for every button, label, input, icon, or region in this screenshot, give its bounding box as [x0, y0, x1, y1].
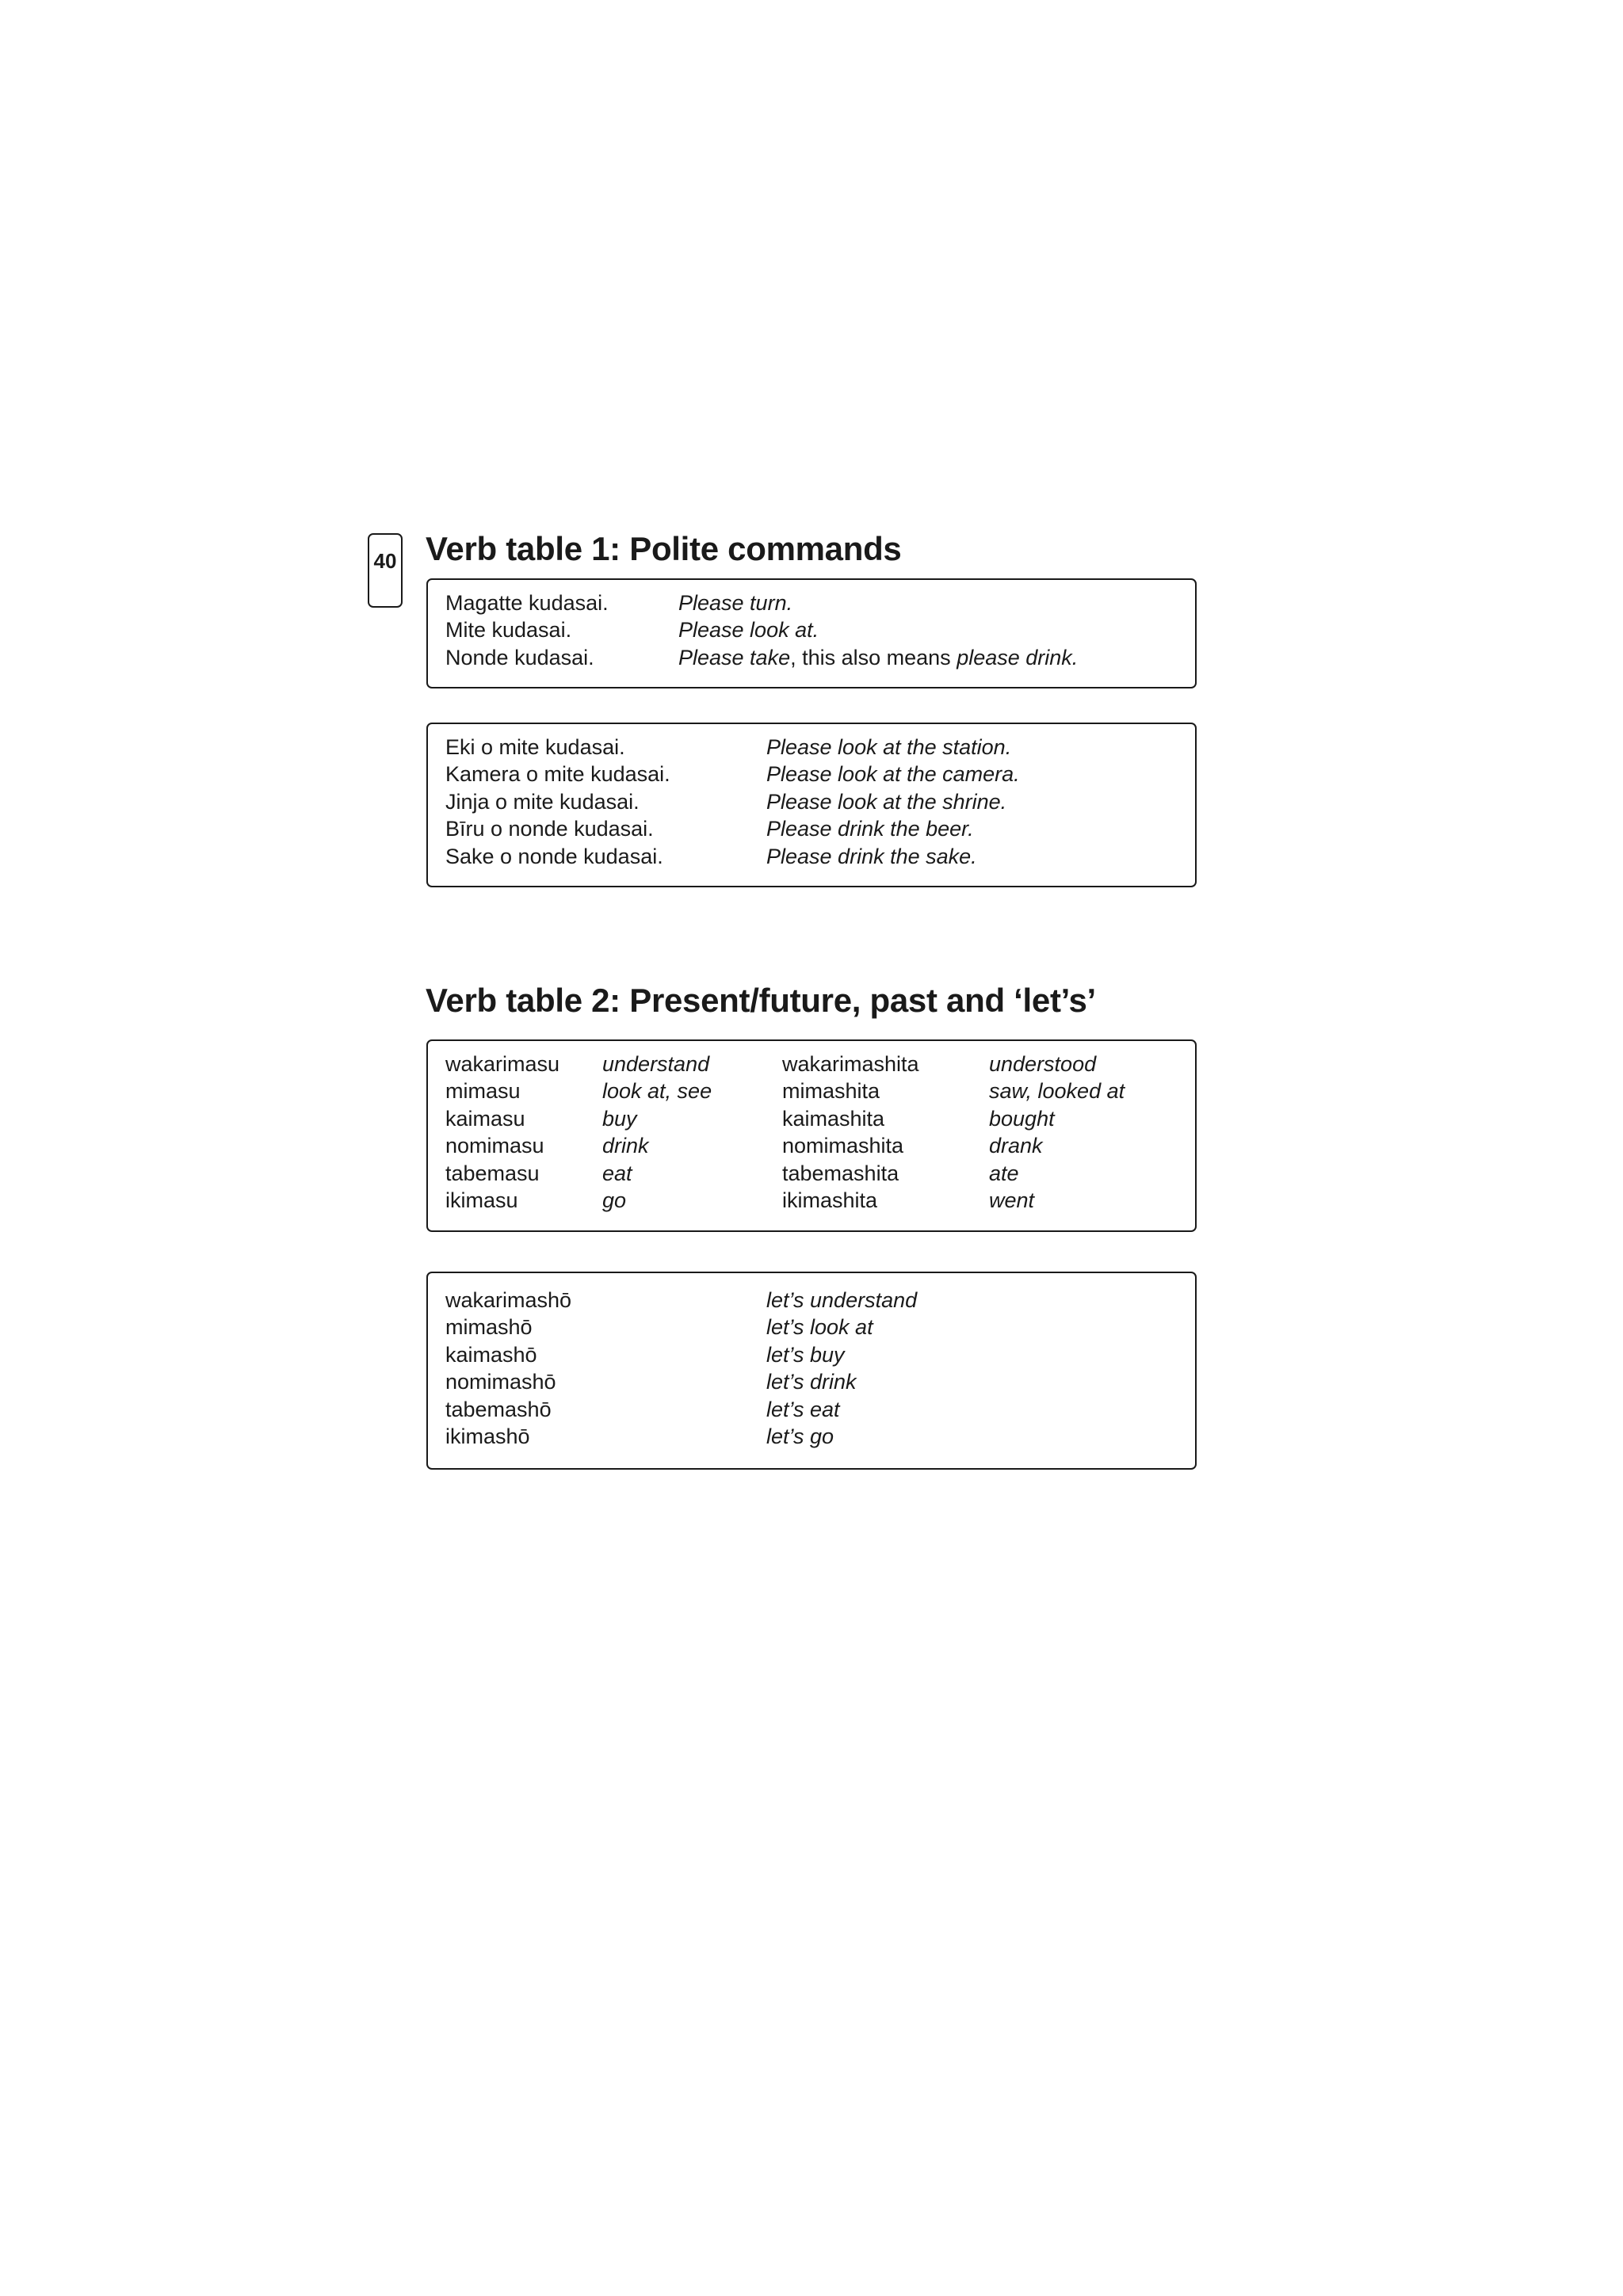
lets-meaning: let’s understand	[766, 1288, 918, 1312]
present-form: wakarimasu	[445, 1052, 560, 1076]
past-meaning: drank	[989, 1134, 1043, 1158]
table-row	[428, 734, 1195, 761]
past-meaning: understood	[989, 1052, 1097, 1076]
english-translation: Please look at the shrine.	[766, 790, 1007, 814]
past-form: wakarimashita	[782, 1052, 919, 1076]
verb-table-2-title: Verb table 2: Present/future, past and ‘let’s’	[426, 982, 1096, 1019]
table-row	[428, 815, 1195, 843]
table-row	[428, 1396, 1195, 1424]
present-meaning: buy	[602, 1107, 637, 1131]
english-translation: Please drink the sake.	[766, 845, 977, 868]
japanese-phrase: Magatte kudasai.	[445, 591, 609, 615]
example-sentences-box	[426, 723, 1197, 887]
past-form: mimashita	[782, 1079, 880, 1103]
table-row	[428, 616, 1195, 644]
table-row	[428, 1187, 1195, 1215]
japanese-phrase: Bīru o nonde kudasai.	[445, 817, 654, 841]
present-form: ikimasu	[445, 1188, 518, 1212]
table-row	[428, 1051, 1195, 1078]
present-meaning: look at, see	[602, 1079, 712, 1103]
table-row	[428, 843, 1195, 871]
table-row	[428, 1341, 1195, 1369]
lets-meaning: let’s drink	[766, 1370, 857, 1394]
lets-meaning: let’s buy	[766, 1343, 845, 1367]
polite-commands-box	[426, 578, 1197, 688]
english-translation: Please look at.	[678, 618, 819, 642]
english-translation-note: , this also means	[790, 646, 957, 669]
lets-meaning: let’s look at	[766, 1315, 873, 1339]
lets-meaning: let’s eat	[766, 1398, 840, 1421]
english-translation: Please turn.	[678, 591, 793, 615]
past-meaning: bought	[989, 1107, 1055, 1131]
table-row	[428, 1368, 1195, 1396]
lets-meaning: let’s go	[766, 1425, 834, 1448]
english-translation: Please look at the station.	[766, 735, 1012, 759]
past-form: tabemashita	[782, 1161, 899, 1185]
table-row	[428, 788, 1195, 816]
table-row	[428, 1423, 1195, 1451]
present-meaning: drink	[602, 1134, 649, 1158]
table-row	[428, 1160, 1195, 1188]
japanese-phrase: Sake o nonde kudasai.	[445, 845, 663, 868]
table-row	[428, 1314, 1195, 1341]
japanese-phrase: Kamera o mite kudasai.	[445, 762, 670, 786]
past-form: nomimashita	[782, 1134, 904, 1158]
japanese-phrase: Nonde kudasai.	[445, 646, 594, 669]
present-meaning: go	[602, 1188, 627, 1212]
present-meaning: eat	[602, 1161, 632, 1185]
page-number: 40	[368, 533, 403, 608]
table-row	[428, 1105, 1195, 1133]
table-row	[428, 1132, 1195, 1160]
present-form: nomimasu	[445, 1134, 544, 1158]
present-form: kaimasu	[445, 1107, 525, 1131]
lets-form: tabemashō	[445, 1398, 552, 1421]
verb-table-1-title: Verb table 1: Polite commands	[426, 530, 902, 567]
english-translation-italic: Please take	[678, 646, 791, 669]
english-translation-italic: please drink.	[957, 646, 1079, 669]
past-form: ikimashita	[782, 1188, 878, 1212]
present-form: tabemasu	[445, 1161, 540, 1185]
table-row	[428, 1077, 1195, 1105]
table-row	[428, 644, 1195, 672]
lets-form-box	[426, 1272, 1197, 1470]
table-row	[428, 1287, 1195, 1314]
table-row	[428, 761, 1195, 788]
table-row	[428, 589, 1195, 617]
english-translation: Please drink the beer.	[766, 817, 974, 841]
english-translation: Please look at the camera.	[766, 762, 1020, 786]
japanese-phrase: Eki o mite kudasai.	[445, 735, 625, 759]
lets-form: mimashō	[445, 1315, 533, 1339]
past-meaning: went	[989, 1188, 1035, 1212]
lets-form: wakarimashō	[445, 1288, 572, 1312]
past-meaning: saw, looked at	[989, 1079, 1125, 1103]
past-meaning: ate	[989, 1161, 1019, 1185]
lets-form: nomimashō	[445, 1370, 556, 1394]
past-form: kaimashita	[782, 1107, 885, 1131]
english-translation	[678, 644, 1078, 672]
lets-form: kaimashō	[445, 1343, 537, 1367]
japanese-phrase: Jinja o mite kudasai.	[445, 790, 640, 814]
lets-form: ikimashō	[445, 1425, 530, 1448]
japanese-phrase: Mite kudasai.	[445, 618, 572, 642]
present-form: mimasu	[445, 1079, 521, 1103]
present-meaning: understand	[602, 1052, 710, 1076]
present-past-box	[426, 1039, 1197, 1232]
